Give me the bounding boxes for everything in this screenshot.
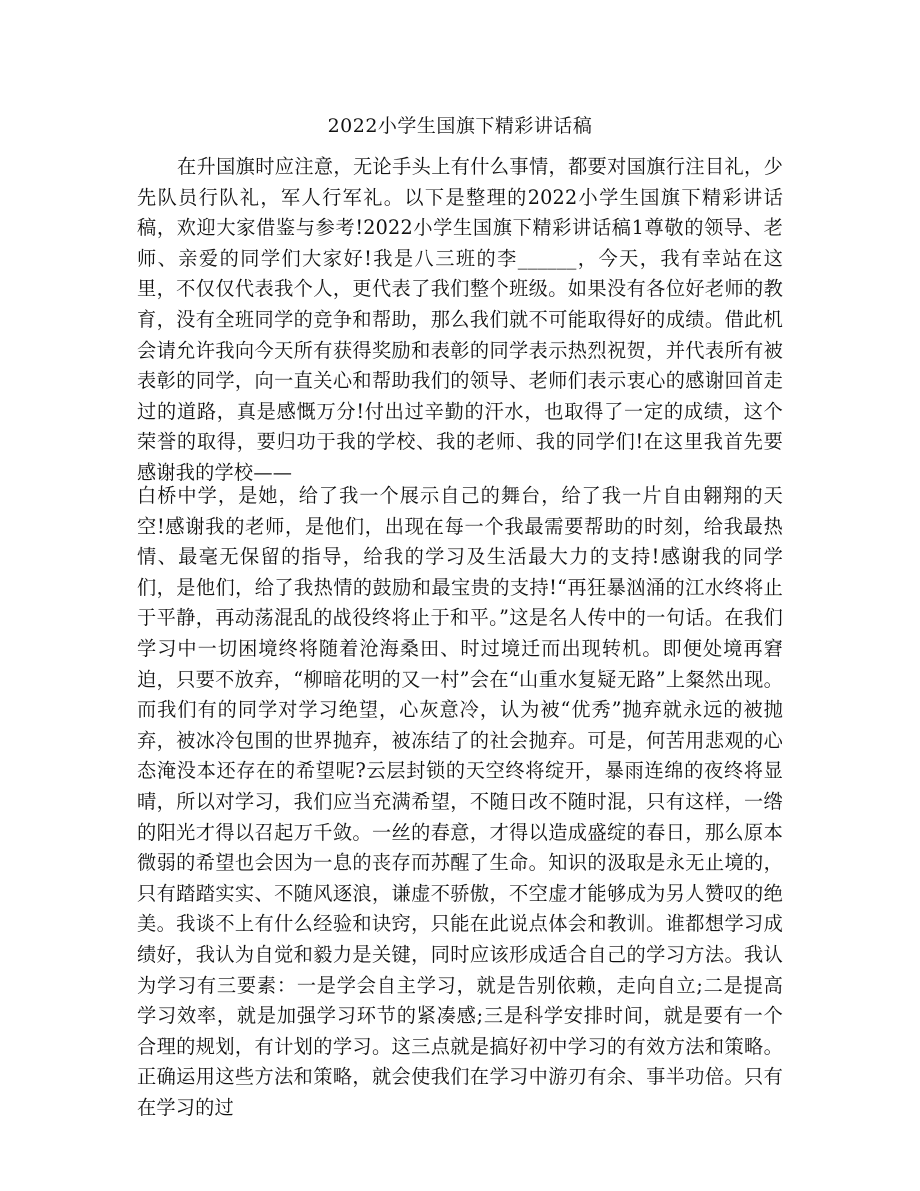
document-title: 2022小学生国旗下精彩讲话稿 [327,115,593,137]
paragraph-body: 白桥中学，是她，给了我一个展示自己的舞台，给了我一片自由翱翔的天空!感谢我的老师，是他们，出现在每一个我最需要帮助的时刻，给我最热情、最毫无保留的指导，给我的学习及生活最大力的支持!感谢我的同学们，是他们，给了我热情的鼓励和最宝贵的支持!“再狂暴汹涌的江水终将止于平静，再动荡混乱的战役终将止于和平。”这是名人传中的一句话。在我们学习中一切困境终将随着沧海桑田、时过境迁而出现转机。即便处境再窘迫，只要不放弃，“柳暗花明的又一村”会在“山重水复疑无路”上粲然出现。而我们有的同学对学习绝望，心灰意冷，认为被“优秀”抛弃就永远的被抛弃，被冰冷包围的世界抛弃，被冻结了的社会抛弃。可是，何苦用悲观的心态淹没本还存在的希望呢?云层封锁的天空终将绽开，暴雨连绵的夜终将显晴，所以对学习，我们应当充满希望，不随日改不随时混，只有这样，一绺的阳光才得以召起万千敛。一丝的春意，才得以造成盛绽的春日，那么原本微弱的希望也会因为一息的丧存而苏醒了生命。知识的汲取是永无止境的，只有踏踏实实、不随风逐浪，谦虚不骄傲，不空虚才能够成为另人赞叹的绝美。我谈不上有什么经验和诀窍，只能在此说点体会和教训。谁都想学习成绩好，我认为自觉和毅力是关键，同时应该形成适合自己的学习方法。我认为学习有三要素：一是学会自主学习，就是告别依赖，走向自立;二是提高学习效率，就是加强学习环节的紧凑感;三是科学安排时间，就是要有一个合理的规划，有计划的学习。这三点就是搞好初中学习的有效方法和策略。正确运用这些方法和策略，就会使我们在学习中游刃有余、事半功倍。只有在学习的过 [137,484,783,1119]
paragraph-intro: 在升国旗时应注意，无论手头上有什么事情，都要对国旗行注目礼，少先队员行队礼，军人行军礼。以下是整理的2022小学生国旗下精彩讲话稿，欢迎大家借鉴与参考!2022小学生国旗下精彩讲话稿1尊敬的领导、老师、亲爱的同学们大家好!我是八三班的李______，今天，我有幸站在这里，不仅仅代表我个人，更代表了我们整个班级。如果没有各位好老师的教育，没有全班同学的竞争和帮助，那么我们就不可能取得好的成绩。借此机会请允许我向今天所有获得奖励和表彰的同学表示热烈祝贺，并代表所有被表彰的同学，向一直关心和帮助我们的领导、老师们表示衷心的感谢回首走过的道路，真是感慨万分!付出过辛勤的汗水，也取得了一定的成绩，这个荣誉的取得，要归功于我的学校、我的老师、我的同学们!在这里我首先要感谢我的学校—— [137,155,783,484]
